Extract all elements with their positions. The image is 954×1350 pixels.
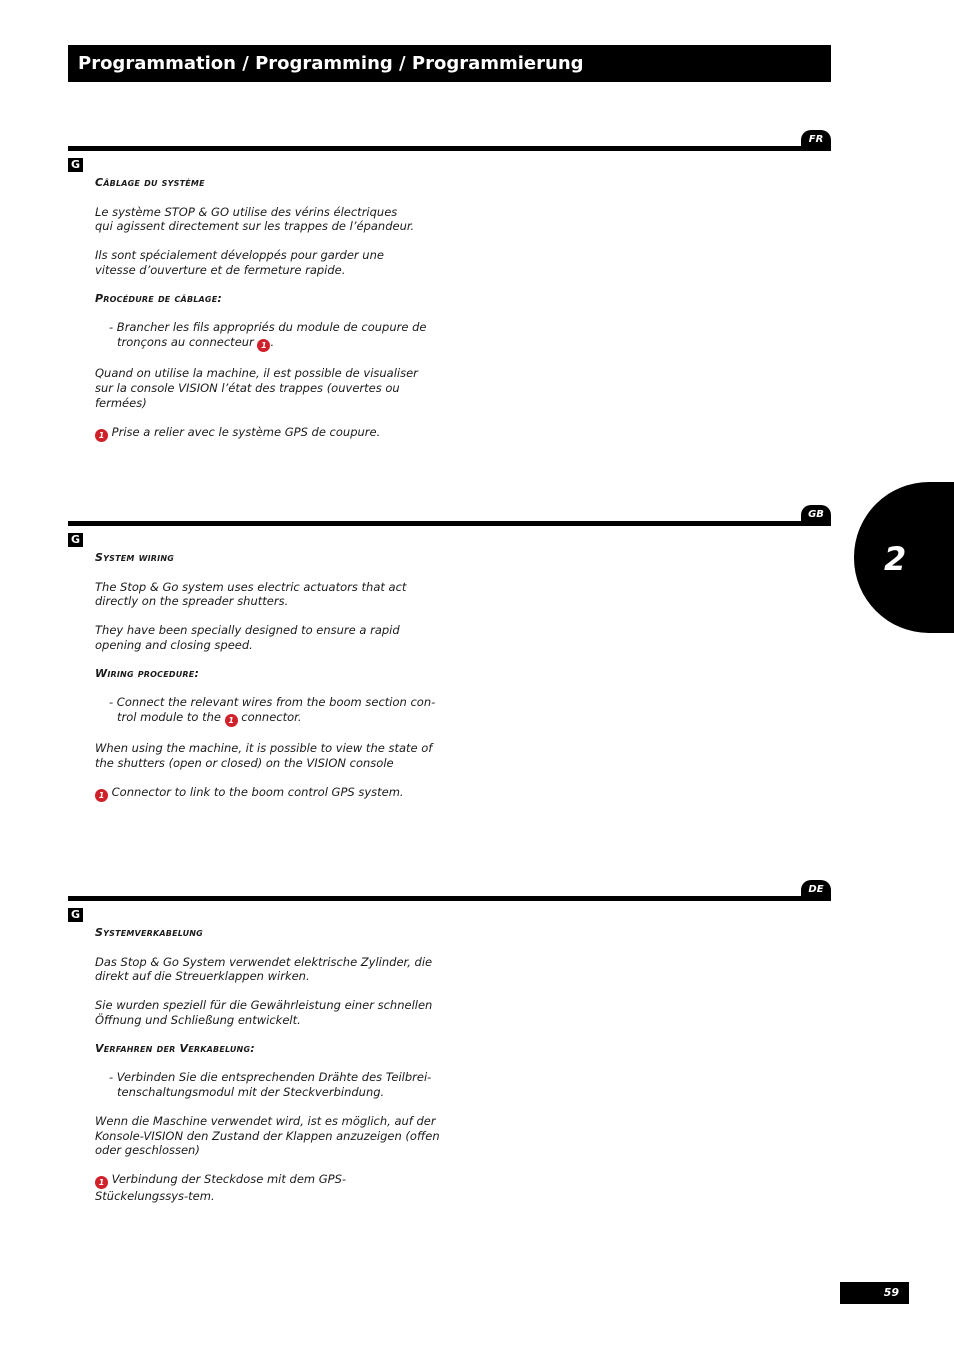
section-heading: System wiring (95, 551, 174, 564)
callout-note-text: Verbindung der Steckdose mit dem GPS-Stückelungssys-tem. (95, 1172, 347, 1204)
callout-marker-icon: 1 (257, 339, 270, 352)
page-header (68, 45, 831, 82)
callout-note (95, 785, 455, 802)
paragraph: They have been specially designed to ensure a rapid opening and closing speed. (95, 623, 400, 652)
callout-marker-icon: 1 (225, 714, 238, 727)
bullet-text-end: connector. (237, 709, 302, 724)
section-rule-de (68, 896, 831, 901)
callout-note-text: Connector to link to the boom control GPS system. (111, 784, 404, 799)
callout-marker-icon: 1 (95, 789, 108, 802)
section-de (95, 926, 455, 1218)
section-gb (95, 551, 455, 816)
section-rule-fr (68, 146, 831, 151)
sub-heading: Wiring procedure: (95, 666, 200, 680)
paragraph: The Stop & Go system uses electric actuators that act directly on the spreader shutters. (95, 579, 407, 609)
section-marker-de: G (68, 908, 83, 922)
callout-note (95, 425, 455, 442)
chapter-number: 2 (884, 540, 907, 578)
page-header-title: Programmation / Programming / Programmierung (78, 53, 584, 74)
bullet-item: - Verbinden Sie die entsprechenden Drähte des Teilbrei-tenschaltungsmodul mit der Steckverbindung. (109, 1070, 432, 1099)
section-heading: Systemverkabelung (95, 926, 203, 939)
callout-marker-icon: 1 (95, 1176, 108, 1189)
bullet-text: - Connect the relevant wires from the boom section con-trol module to the (109, 695, 436, 724)
bullet-text: - Brancher les fils appropriés du module de coupure de tronçons au connecteur (109, 320, 427, 349)
paragraph: Ils sont spécialement développés pour garder une vitesse d’ouverture et de fermeture rapide. (95, 248, 384, 277)
sub-heading: Verfahren der Verkabelung: (95, 1041, 255, 1055)
bullet-item (95, 695, 447, 727)
callout-marker-icon: 1 (95, 429, 108, 442)
callout-note-text: Prise a relier avec le système GPS de coupure. (111, 424, 381, 439)
paragraph: Sie wurden speziell für die Gewährleistung einer schnellen Öffnung und Schließung entwickelt. (95, 998, 433, 1027)
sub-heading: Procédure de câblage: (95, 291, 222, 305)
bullet-item (95, 320, 437, 352)
section-marker-gb: G (68, 533, 83, 547)
section-marker-fr: G (68, 158, 83, 172)
paragraph: Le système STOP & GO utilise des vérins électriques qui agissent directement sur les trappes de l’épandeur. (95, 204, 415, 234)
paragraph: When using the machine, it is possible to view the state of the shutters (open or closed) on the VISION console (95, 741, 433, 770)
lang-tab-fr: FR (801, 130, 831, 150)
paragraph: Das Stop & Go System verwendet elektrische Zylinder, die direkt auf die Streuerklappen wirken. (95, 954, 433, 984)
bullet-text-end: . (270, 334, 275, 349)
page-number: 59 (840, 1282, 909, 1304)
callout-note (95, 1172, 435, 1204)
section-fr (95, 176, 455, 456)
paragraph: Quand on utilise la machine, il est possible de visualiser sur la console VISION l’état des trappes (ouvertes ou fermées) (95, 366, 418, 410)
lang-tab-de: DE (801, 880, 831, 900)
section-heading: Câblage du système (95, 176, 205, 189)
lang-tab-gb: GB (801, 505, 831, 525)
section-rule-gb (68, 521, 831, 526)
chapter-tab (854, 482, 954, 633)
paragraph: Wenn die Maschine verwendet wird, ist es möglich, auf der Konsole-VISION den Zustand der Klappen anzuzeigen (offen oder geschlossen) (95, 1113, 440, 1158)
